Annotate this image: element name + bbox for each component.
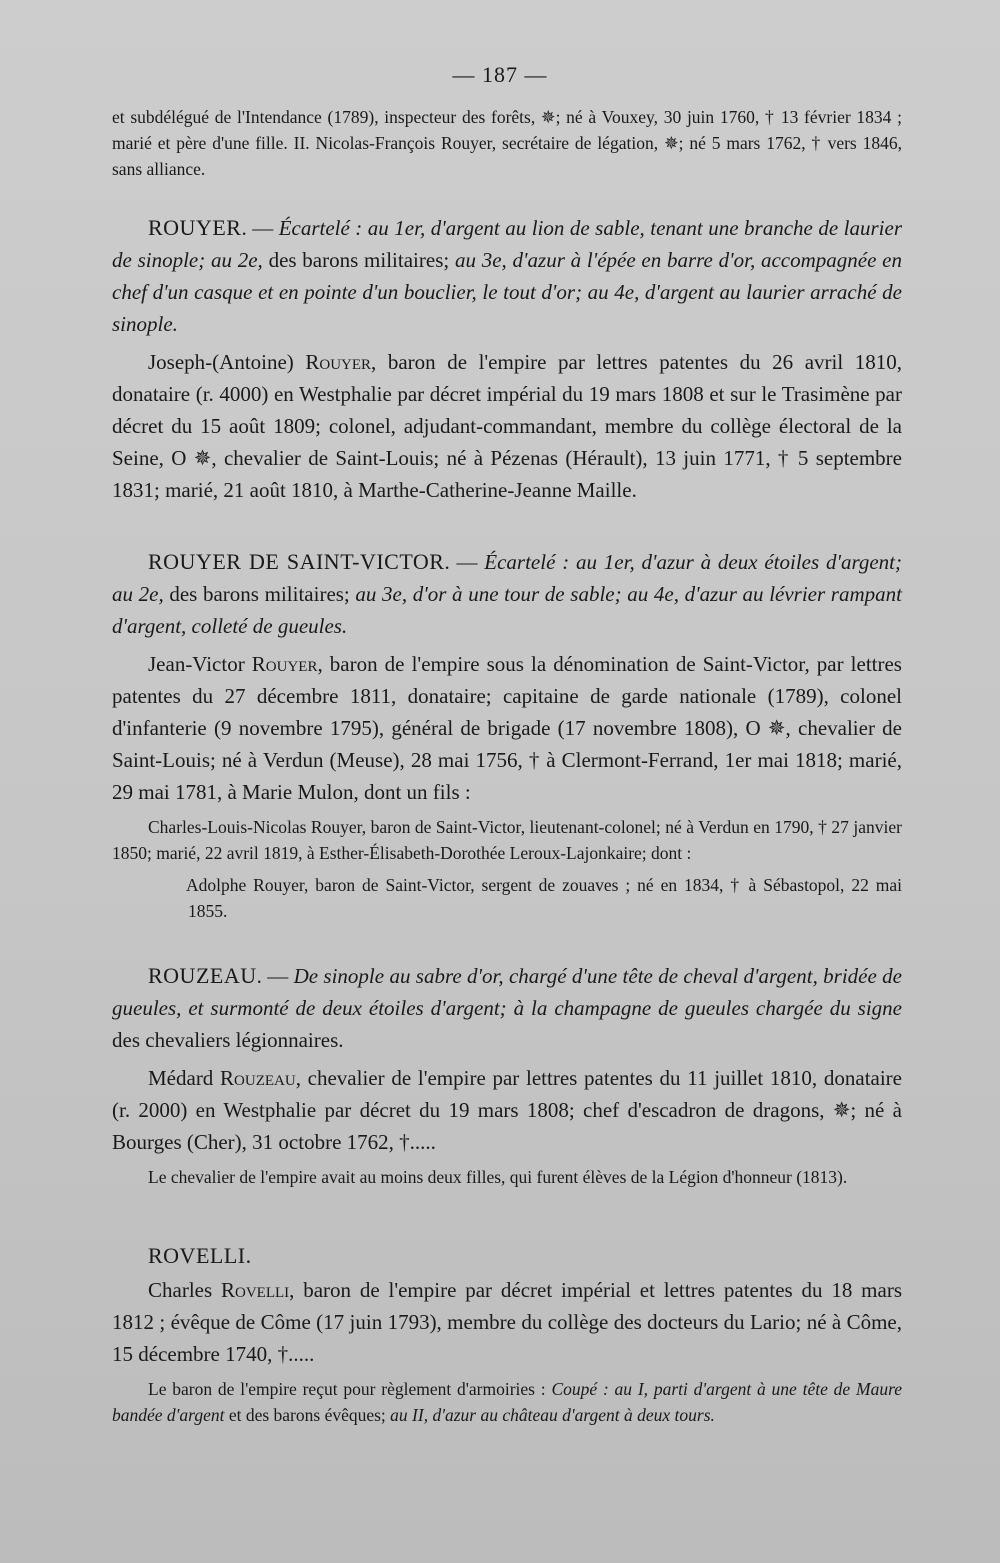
- entry-heading: ROUYER: [148, 215, 242, 240]
- entry-rouzeau: [112, 960, 902, 1190]
- biography-text: , chevalier de l'empire par lettres patentes du 11 juillet 1810, donataire (r. 2000) en Westphalie par décret du 19 mars 1808; chef d'escadron de dragons, ✵; né à Bourges (Cher), 31 octobre 1762, †.....: [112, 1066, 902, 1154]
- armorial-blazon-2: au II, d'azur au château d'argent à deux tours.: [390, 1405, 715, 1425]
- heading-dash: . —: [256, 964, 294, 988]
- entry-heading: ROUZEAU: [148, 963, 257, 988]
- intro-block: [112, 104, 902, 182]
- entry-rovelli: [112, 1240, 902, 1428]
- intro-paragraph: et subdélégué de l'Intendance (1789), inspecteur des forêts, ✵; né à Vouxey, 30 juin 1760, † 13 février 1834 ; marié et père d'une fille. II. Nicolas-François Rouyer, secrétaire de légation, ✵; né 5 mars 1762, † vers 1846, sans alliance.: [112, 107, 902, 179]
- biography-text: , baron de l'empire par décret impérial et lettres patentes du 18 mars 1812 ; évêque de Côme (17 juin 1793), membre du collège des docteurs du Lario; né à Côme, 15 décembre 1740, †.....: [112, 1278, 902, 1366]
- person-given-name: Joseph-(Antoine): [148, 350, 306, 374]
- blazon-text: Écartelé : au 1er, d'azur à deux étoiles d'argent; au 2e,: [112, 550, 902, 606]
- biography-paragraph: [112, 346, 902, 506]
- person-surname: Rovelli: [220, 1278, 290, 1302]
- person-surname: Rouyer: [305, 350, 372, 374]
- armorial-note-text: Le baron de l'empire reçut pour règlement d'armoiries :: [148, 1379, 552, 1399]
- blazon-plain-text: des barons militaires;: [262, 248, 455, 272]
- armorial-note: [112, 1376, 902, 1428]
- arms-paragraph: [112, 960, 902, 1056]
- descendant-note: Charles-Louis-Nicolas Rouyer, baron de Saint-Victor, lieutenant-colonel; né à Verdun en 1790, † 27 janvier 1850; marié, 22 avril 1819, à Esther-Élisabeth-Dorothée Leroux-Lajonkaire; dont :: [112, 817, 902, 863]
- blazon-plain-text: des chevaliers légionnaires.: [112, 1028, 344, 1052]
- biography-text: , baron de l'empire par lettres patentes du 26 avril 1810, donataire (r. 4000) en Westphalie par décret impérial du 19 mars 1808 et sur le Trasimène par décret du 15 août 1809; colonel, adjudant-commandant, membre du collège électoral de la Seine, O ✵, chevalier de Saint-Louis; né à Pézenas (Hérault), 13 juin 1771, † 5 septembre 1831; marié, 21 août 1810, à Marthe-Catherine-Jeanne Maille.: [112, 350, 902, 502]
- person-surname: Rouzeau: [220, 1066, 296, 1090]
- blazon-plain-text: des barons militaires;: [163, 582, 356, 606]
- biography-paragraph: [112, 648, 902, 808]
- entry-heading: ROVELLI.: [148, 1243, 252, 1268]
- entry-rouyer: [112, 212, 902, 506]
- biography-paragraph: [112, 1062, 902, 1158]
- blazon-text-continued: au 3e, d'azur à l'épée en barre d'or, accompagnée en chef d'un casque et en pointe d'un bouclier, le tout d'or; au 4e, d'argent au laurier arraché de sinople.: [112, 248, 902, 336]
- person-given-name: Jean-Victor: [148, 652, 252, 676]
- heading-dash: . —: [444, 550, 485, 574]
- entry-rouyer-de-saint-victor: [112, 546, 902, 924]
- arms-paragraph: [112, 1240, 902, 1272]
- page-number: — 187 —: [452, 62, 548, 87]
- blazon-text: Écartelé : au 1er, d'argent au lion de sable, tenant une branche de laurier de sinople; au 2e,: [112, 216, 902, 272]
- family-note: Le chevalier de l'empire avait au moins deux filles, qui furent élèves de la Légion d'honneur (1813).: [148, 1167, 848, 1187]
- entry-heading: ROUYER DE SAINT-VICTOR: [148, 549, 445, 574]
- armorial-blazon: Coupé : au I, parti d'argent à une tête de Maure bandée d'argent: [112, 1379, 902, 1425]
- arms-paragraph: [112, 546, 902, 642]
- descendant-note-2: Adolphe Rouyer, baron de Saint-Victor, sergent de zouaves ; né en 1834, † à Sébastopol, 22 mai 1855.: [186, 875, 902, 921]
- person-given-name: Charles: [148, 1278, 221, 1302]
- biography-paragraph: [112, 1274, 902, 1370]
- blazon-text: De sinople au sabre d'or, chargé d'une tête de cheval d'argent, bridée de gueules, et surmonté de deux étoiles d'argent; à la champagne de gueules chargée du signe: [112, 964, 903, 1020]
- blazon-text-continued: au 3e, d'or à une tour de sable; au 4e, d'azur au lévrier rampant d'argent, colleté de gueules.: [112, 582, 902, 638]
- heading-dash: . —: [241, 216, 279, 240]
- person-surname: Rouyer: [251, 652, 318, 676]
- arms-paragraph: [112, 212, 902, 340]
- biography-text: , baron de l'empire sous la dénomination de Saint-Victor, par lettres patentes du 27 décembre 1811, donataire; capitaine de garde nationale (1789), colonel d'infanterie (9 novembre 1795), général de brigade (17 novembre 1808), O ✵, chevalier de Saint-Louis; né à Verdun (Meuse), 28 mai 1756, † à Clermont-Ferrand, 1er mai 1818; marié, 29 mai 1781, à Marie Mulon, dont un fils :: [112, 652, 902, 804]
- armorial-note-text-2: et des barons évêques;: [224, 1405, 391, 1425]
- person-given-name: Médard: [148, 1066, 221, 1090]
